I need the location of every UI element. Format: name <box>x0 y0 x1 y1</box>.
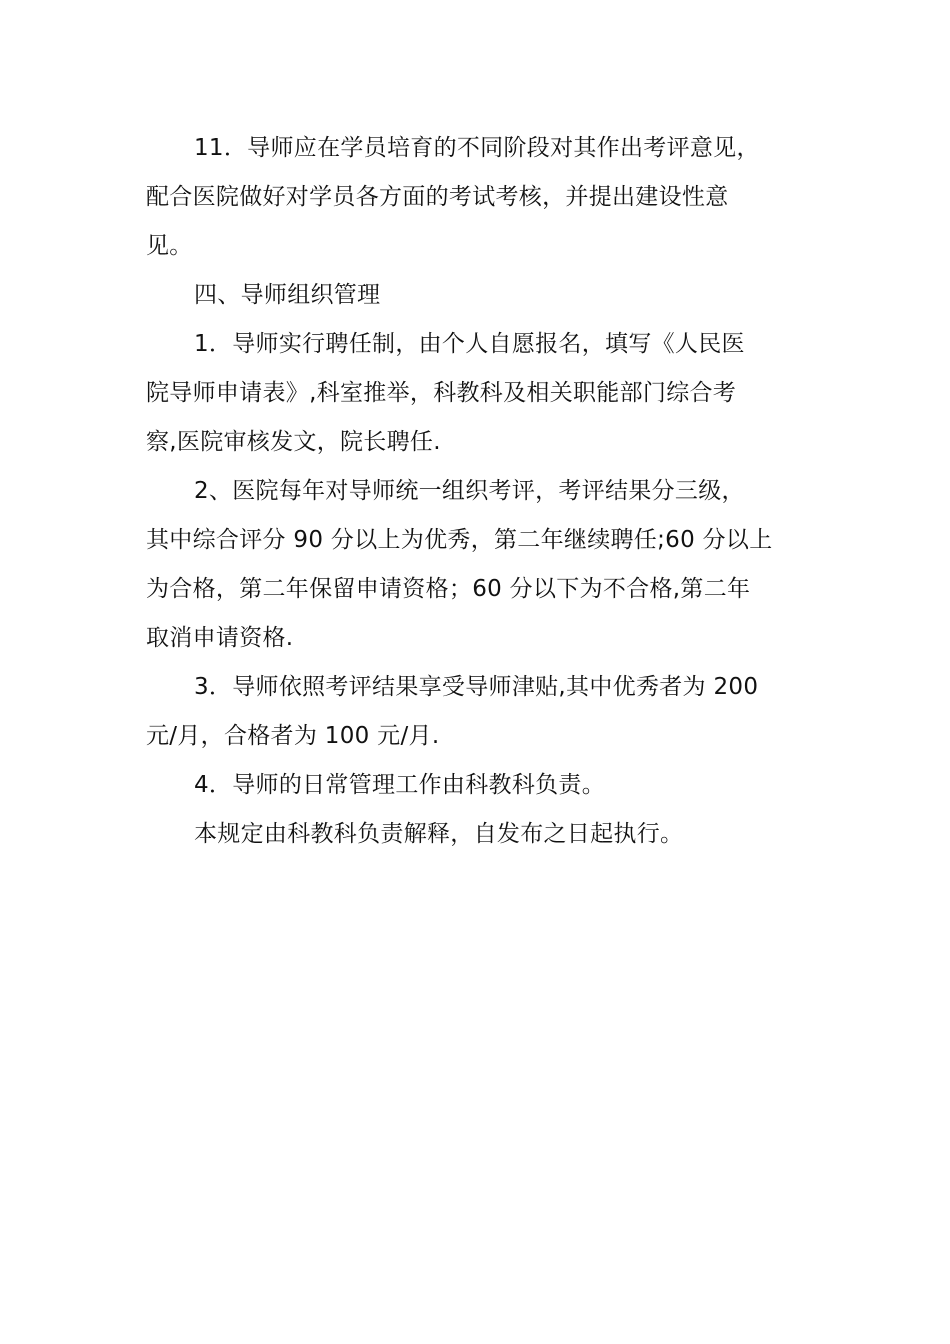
paragraph-appointment <box>146 320 818 467</box>
text-line: 院导师申请表》,科室推举，科教科及相关职能部门综合考 <box>146 380 737 406</box>
text-line: 其中综合评分 90 分以上为优秀，第二年继续聘任;60 分以上 <box>146 527 773 553</box>
text-line: 见。 <box>146 233 193 259</box>
paragraph-allowance <box>146 663 818 761</box>
text-line: 配合医院做好对学员各方面的考试考核，并提出建设性意 <box>146 184 729 210</box>
paragraph-interpretation <box>146 810 818 859</box>
text-line: 本规定由科教科负责解释，自发布之日起执行。 <box>194 821 684 847</box>
section-heading-mentor-management <box>146 271 818 320</box>
section-heading: 四、导师组织管理 <box>194 282 381 308</box>
text-line: 11．导师应在学员培育的不同阶段对其作出考评意见， <box>194 135 760 161</box>
paragraph-mentor-evaluation <box>146 124 818 271</box>
paragraph-annual-evaluation <box>146 467 818 663</box>
text-line: 4．导师的日常管理工作由科教科负责。 <box>194 772 606 798</box>
text-line: 2、医院每年对导师统一组织考评，考评结果分三级， <box>194 478 745 504</box>
document-body <box>146 124 818 859</box>
text-line: 取消申请资格. <box>146 625 294 651</box>
paragraph-daily-management <box>146 761 818 810</box>
text-line: 3．导师依照考评结果享受导师津贴,其中优秀者为 200 <box>194 674 759 700</box>
text-line: 为合格，第二年保留申请资格；60 分以下为不合格,第二年 <box>146 576 751 602</box>
text-line: 1．导师实行聘任制，由个人自愿报名，填写《人民医 <box>194 331 745 357</box>
text-line: 元/月，合格者为 100 元/月. <box>146 723 440 749</box>
text-line: 察,医院审核发文，院长聘任. <box>146 429 441 455</box>
